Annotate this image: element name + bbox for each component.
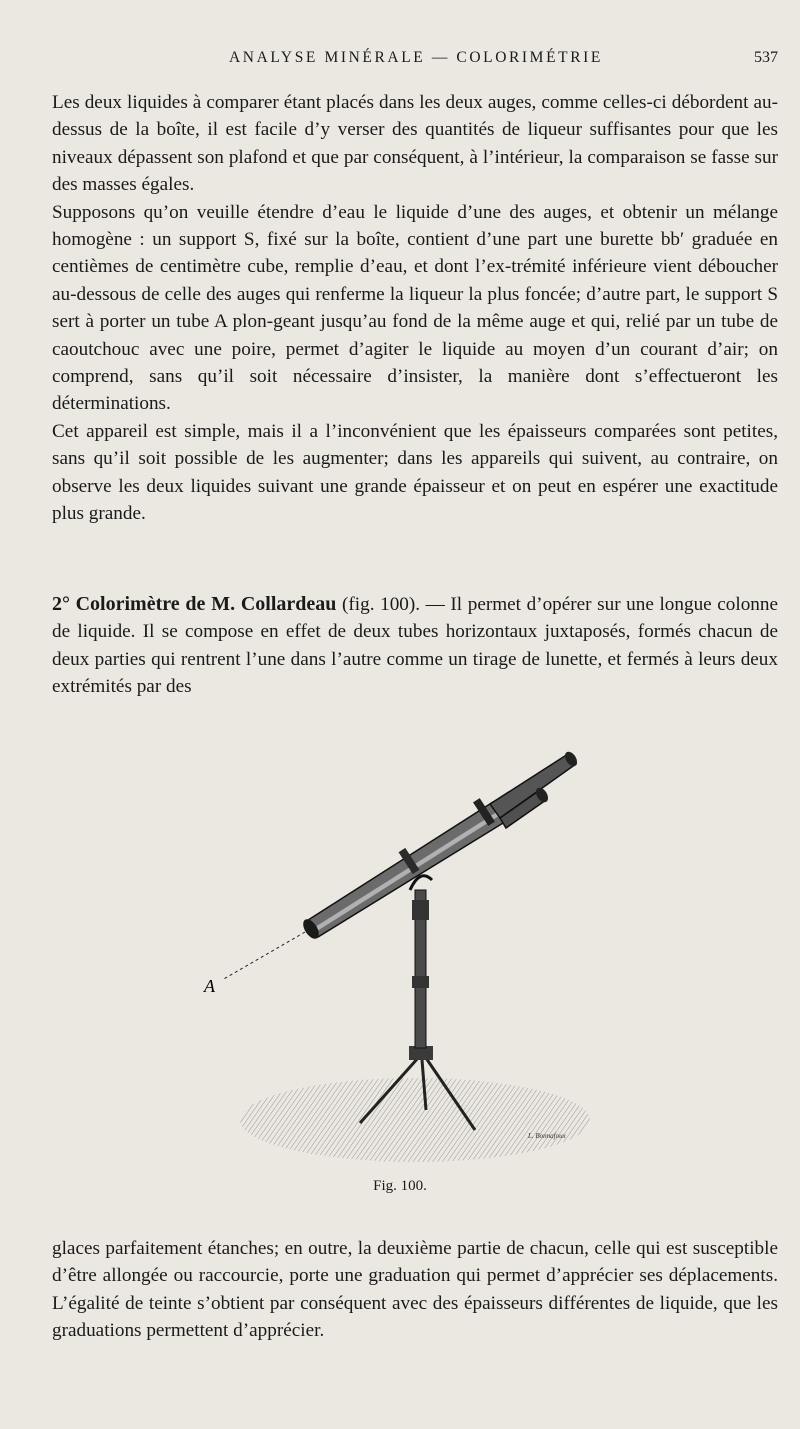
- eye-mark-label: A: [204, 976, 215, 996]
- section-body: (fig. 100). — Il permet d’opérer sur une longue colonne de liquide. Il se compose en effet de deux tubes horizontaux juxtaposés, formés chacun de deux parties qui rentrent l’une dans l’autre comme un tirage de lunette, et fermés à leurs deux extrémités par des: [52, 594, 779, 698]
- section-title: Colorimètre de M. Collardeau: [75, 593, 337, 615]
- stem-collar: [412, 900, 429, 920]
- paragraph: glaces parfaitement étanches; en outre, la deuxième partie de chacun, celle qui est susceptible d’être allongée ou raccourcie, porte une graduation qui permet d’apprécier ses déplacements. L’égalité de teinte s’obtient par conséquent avec des épaisseurs différentes de liquide, que les graduations permettent d’apprécier.: [52, 1238, 778, 1342]
- figure-caption: Fig. 100.: [373, 1178, 427, 1194]
- figure-colorimeter-illustration: [204, 740, 610, 1170]
- paragraph: Les deux liquides à comparer étant placés dans les deux auges, comme celles-ci débordent au-dessus de la boîte, il est facile d’y verser des quantités de liqueur suffisantes pour que les niveaux dépassent son plafond et que par conséquent, à l’intérieur, la comparaison se fasse sur des masses égales.: [52, 92, 778, 196]
- paragraph: Supposons qu’on veuille étendre d’eau le liquide d’une des auges, et obtenir un mélange homogène : un support S, fixé sur la boîte, contient d’une part une burette bb′ graduée en centièmes de centimètre cube, remplie d’eau, et dont l’ex-trémité inférieure vient déboucher au-dessous de celle des auges qui renferme la liqueur la plus foncée; d’autre part, le support S sert à porter un tube A plon-geant jusqu’au fond de la même auge et qui, relié par un tube de caoutchouc avec une poire, permet d’agiter le liquide au moyen d’un courant d’air; on comprend, sans qu’il soit nécessaire d’insister, la manière dont s’effectueront les déterminations.: [52, 201, 778, 415]
- page-header: [52, 49, 780, 73]
- colorimeter-engraving: [204, 740, 610, 1170]
- sight-line: [222, 932, 305, 980]
- running-head: ANALYSE MINÉRALE — COLORIMÉTRIE: [229, 49, 603, 66]
- twin-tubes: [300, 750, 580, 942]
- engraver-signature: L. Bonnafoux: [528, 1132, 566, 1140]
- paragraph: Cet appareil est simple, mais il a l’inconvénient que les épaisseurs comparées sont petites, sans qu’il soit possible de les augmenter; dans les appareils qui suivent, au contraire, on observe les deux liquides suivant une grande épaisseur et on peut en espérer une exactitude plus grande.: [52, 420, 778, 525]
- page-number: 537: [754, 49, 778, 66]
- stem-joint: [412, 976, 429, 988]
- section-colorimetre-collardeau: [52, 591, 778, 701]
- section-paragraph: [52, 591, 778, 701]
- ground-shadow: [240, 1078, 590, 1162]
- text-block-bottom: [52, 1235, 778, 1345]
- section-number: 2°: [52, 593, 70, 615]
- text-block-top: [52, 89, 778, 528]
